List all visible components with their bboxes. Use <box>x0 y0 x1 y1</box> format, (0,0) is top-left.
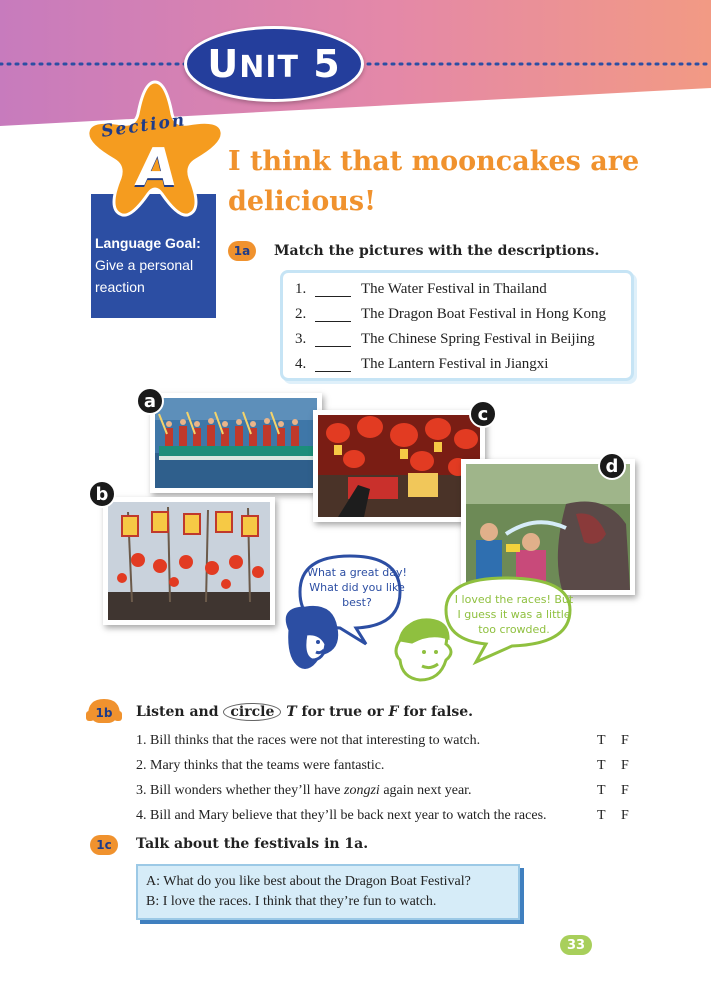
answer-blank[interactable] <box>315 333 351 347</box>
page-title: I think that mooncakes are delicious! <box>228 146 640 217</box>
section-label: Section <box>100 110 188 142</box>
dialog-line: B: I love the races. I think that they’re fun to watch. <box>146 894 437 909</box>
photo-spring-festival <box>313 410 485 522</box>
false-option[interactable]: F <box>621 783 629 798</box>
match-item: 2. The Dragon Boat Festival in Hong Kong <box>295 306 606 322</box>
photo-label-c: c <box>469 400 497 428</box>
activity-1c-badge: 1c <box>90 835 118 855</box>
statement-1: 1. Bill thinks that the races were not that interesting to watch. <box>136 733 481 748</box>
match-item: 1. The Water Festival in Thailand <box>295 281 547 297</box>
activity-1b-badge: 1b <box>90 703 118 723</box>
activity-1c-instruction: Talk about the festivals in 1a. <box>136 836 369 852</box>
false-option[interactable]: F <box>621 733 629 748</box>
false-option[interactable]: F <box>621 758 629 773</box>
page-number: 33 <box>560 935 592 955</box>
photo-label-d: d <box>598 452 626 480</box>
answer-blank[interactable] <box>315 358 351 372</box>
true-option[interactable]: T <box>597 783 606 798</box>
answer-blank[interactable] <box>315 283 351 297</box>
language-goal-title: Language Goal: <box>95 235 201 251</box>
photo-dragon-boat <box>150 393 322 493</box>
statement-3: 3. Bill wonders whether they’ll have zongzi again next year. <box>136 783 472 798</box>
statement-2: 2. Mary thinks that the teams were fantastic. <box>136 758 385 773</box>
language-goal-text: Give a personal reaction <box>95 257 194 295</box>
match-item: 3. The Chinese Spring Festival in Beijing <box>295 331 595 347</box>
activity-1a-instruction: Match the pictures with the descriptions. <box>274 243 600 259</box>
conversation-box <box>136 864 520 920</box>
section-letter: A <box>132 138 180 198</box>
dialog-line: A: What do you like best about the Dragon Boat Festival? <box>146 874 471 889</box>
photo-label-b: b <box>88 480 116 508</box>
true-option[interactable]: T <box>597 733 606 748</box>
match-item: 4. The Lantern Festival in Jiangxi <box>295 356 549 372</box>
unit-title: UNIT 5 <box>207 42 341 86</box>
match-list <box>280 270 634 381</box>
boy-character <box>396 620 451 680</box>
answer-blank[interactable] <box>315 308 351 322</box>
photo-label-a: a <box>136 387 164 415</box>
true-option[interactable]: T <box>597 808 606 823</box>
statement-4: 4. Bill and Mary believe that they’ll be back next year to watch the races. <box>136 808 547 823</box>
girl-speech-text: What a great day! What did you like best? <box>307 566 407 609</box>
true-option[interactable]: T <box>597 758 606 773</box>
photo-lantern-festival <box>103 497 275 625</box>
girl-character <box>287 607 336 667</box>
activity-1a-badge: 1a <box>228 241 256 261</box>
activity-1b-instruction: Listen and circle T for true or F for false. <box>136 704 474 720</box>
boy-speech-text: I loved the races! But I guess it was a little too crowded. <box>454 593 574 636</box>
false-option[interactable]: F <box>621 808 629 823</box>
